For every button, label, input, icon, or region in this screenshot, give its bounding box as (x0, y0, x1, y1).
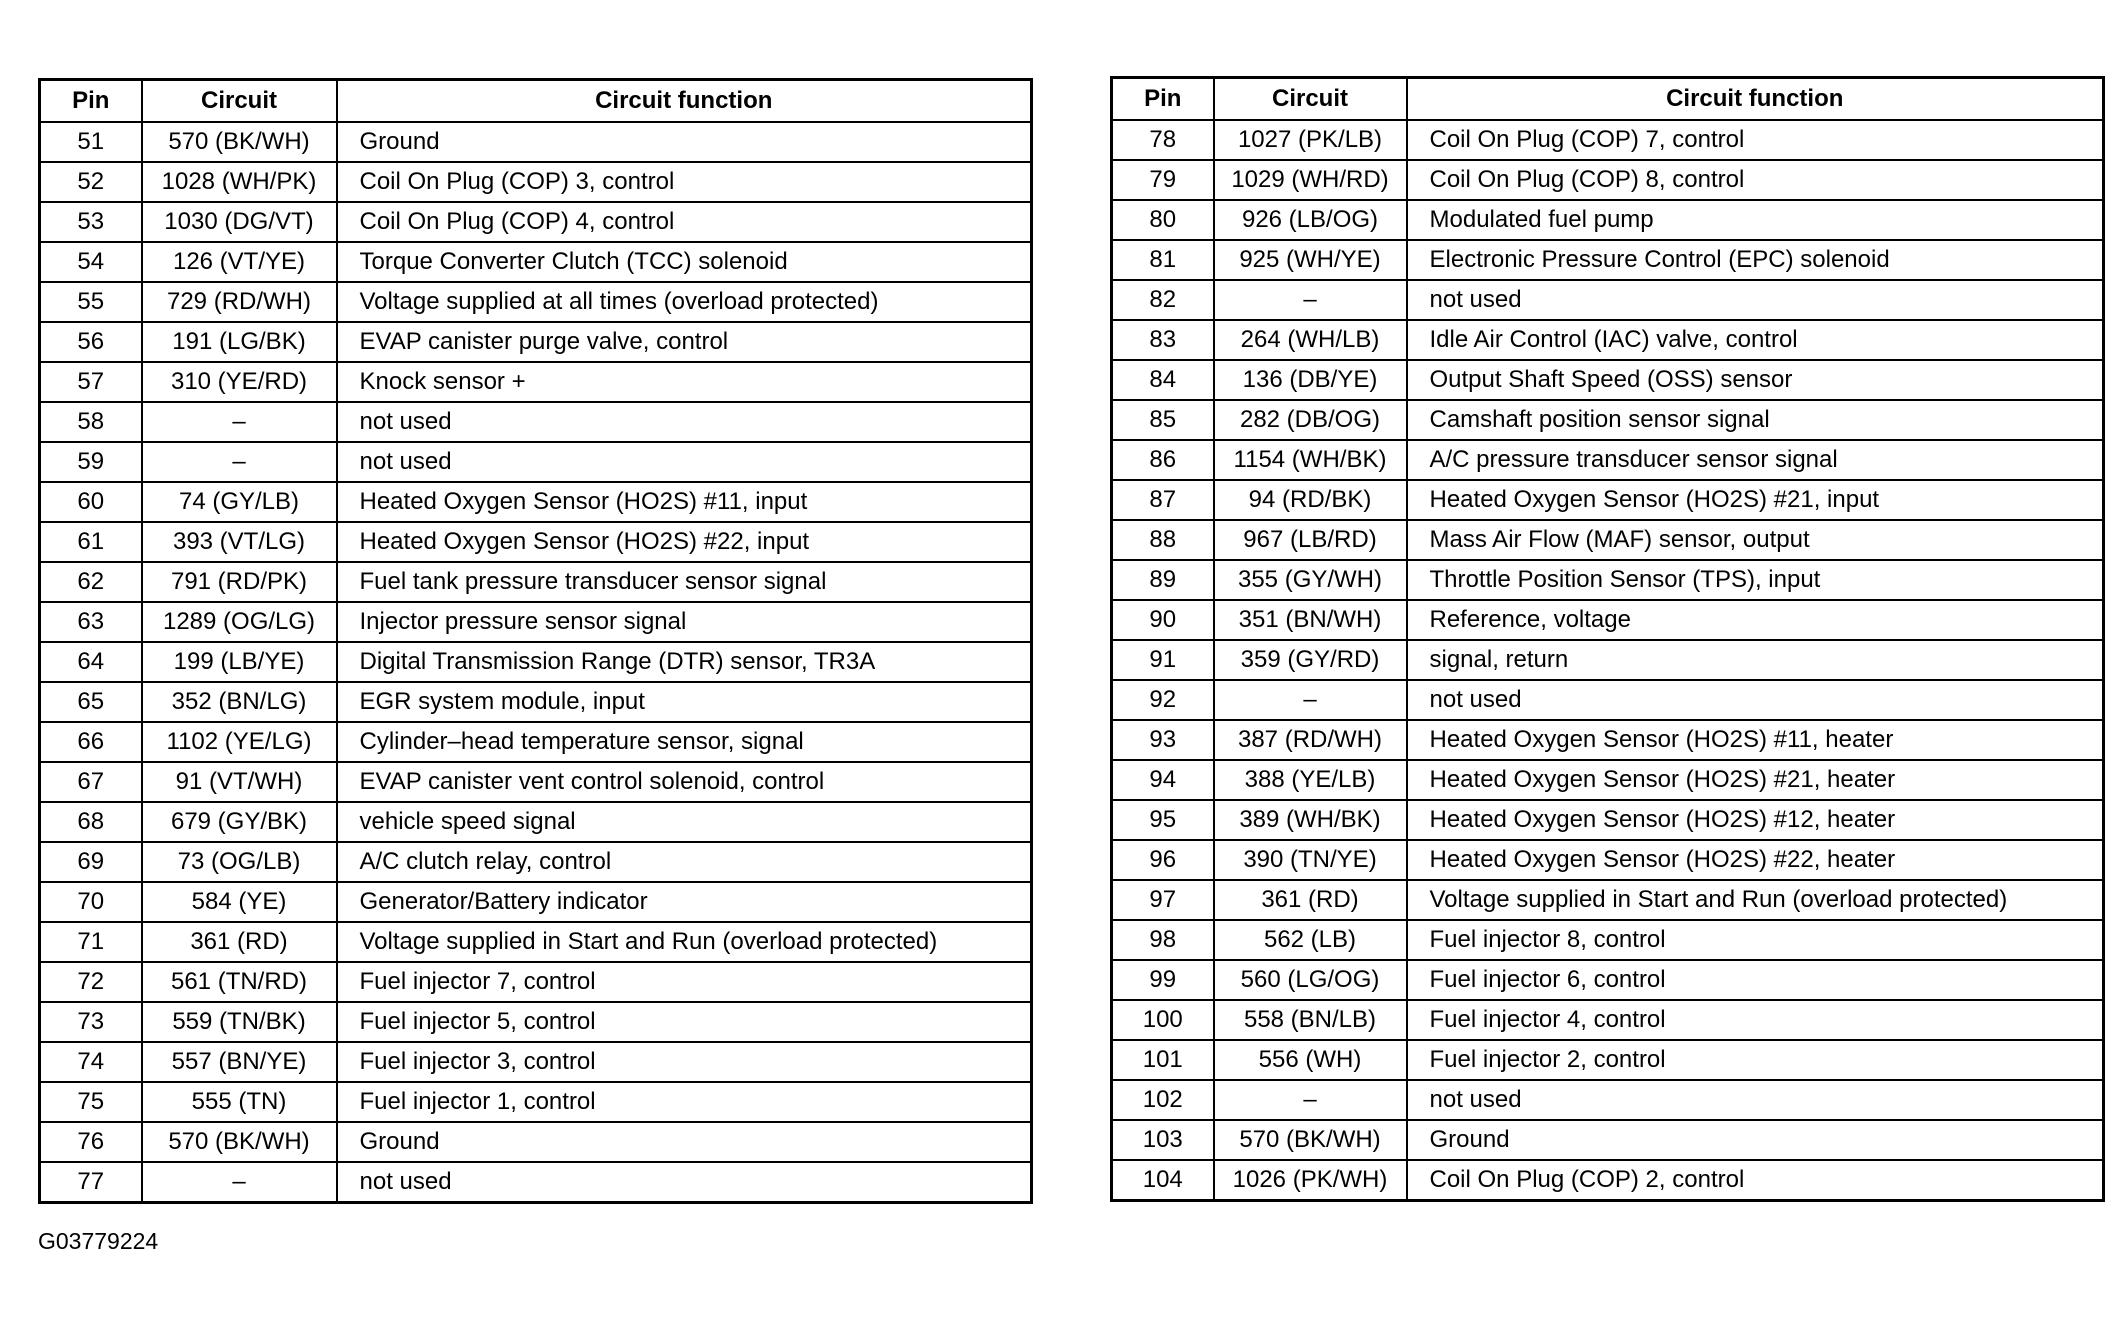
table-row (40, 322, 1032, 362)
pin-cell: 73 (40, 1002, 142, 1042)
function-cell: Ground (1407, 1120, 2104, 1160)
function-cell: Output Shaft Speed (OSS) sensor (1407, 360, 2104, 400)
circuit-cell: – (142, 1162, 337, 1203)
pin-cell: 58 (40, 402, 142, 442)
circuit-cell: 926 (LB/OG) (1214, 200, 1407, 240)
table-row (1112, 200, 2104, 240)
function-cell: Generator/Battery indicator (337, 882, 1032, 922)
pin-cell: 87 (1112, 480, 1214, 520)
table-row (40, 882, 1032, 922)
circuit-cell: 310 (YE/RD) (142, 362, 337, 402)
circuit-cell: 282 (DB/OG) (1214, 400, 1407, 440)
circuit-cell: 925 (WH/YE) (1214, 240, 1407, 280)
header-circuit: Circuit (1214, 78, 1407, 121)
function-cell: Fuel tank pressure transducer sensor signal (337, 562, 1032, 602)
circuit-cell: 679 (GY/BK) (142, 802, 337, 842)
function-cell: EGR system module, input (337, 682, 1032, 722)
circuit-cell: 1029 (WH/RD) (1214, 160, 1407, 200)
pin-cell: 89 (1112, 560, 1214, 600)
function-cell: Reference, voltage (1407, 600, 2104, 640)
table-row (40, 962, 1032, 1002)
pin-cell: 64 (40, 642, 142, 682)
function-cell: Idle Air Control (IAC) valve, control (1407, 320, 2104, 360)
table-row (40, 1002, 1032, 1042)
pin-cell: 101 (1112, 1040, 1214, 1080)
circuit-cell: 570 (BK/WH) (142, 1122, 337, 1162)
pin-cell: 52 (40, 162, 142, 202)
table-row (1112, 800, 2104, 840)
function-cell: Torque Converter Clutch (TCC) solenoid (337, 242, 1032, 282)
table-row (40, 402, 1032, 442)
pin-cell: 59 (40, 442, 142, 482)
circuit-cell: 729 (RD/WH) (142, 282, 337, 322)
function-cell: Throttle Position Sensor (TPS), input (1407, 560, 2104, 600)
table-row (40, 682, 1032, 722)
pin-cell: 86 (1112, 440, 1214, 480)
function-cell: Cylinder–head temperature sensor, signal (337, 722, 1032, 762)
table-row (40, 202, 1032, 242)
circuit-cell: 570 (BK/WH) (1214, 1120, 1407, 1160)
table-row (40, 122, 1032, 162)
circuit-cell: 361 (RD) (1214, 880, 1407, 920)
circuit-cell: 126 (VT/YE) (142, 242, 337, 282)
pin-cell: 74 (40, 1042, 142, 1082)
pin-cell: 81 (1112, 240, 1214, 280)
function-cell: Fuel injector 4, control (1407, 1000, 2104, 1040)
table-row (1112, 400, 2104, 440)
circuit-cell: – (1214, 1080, 1407, 1120)
circuit-cell: 390 (TN/YE) (1214, 840, 1407, 880)
table-row (40, 642, 1032, 682)
function-cell: Coil On Plug (COP) 8, control (1407, 160, 2104, 200)
function-cell: Heated Oxygen Sensor (HO2S) #12, heater (1407, 800, 2104, 840)
circuit-cell: 556 (WH) (1214, 1040, 1407, 1080)
function-cell: not used (1407, 680, 2104, 720)
circuit-cell: – (1214, 680, 1407, 720)
table-body (40, 122, 1032, 1203)
circuit-cell: 560 (LG/OG) (1214, 960, 1407, 1000)
pin-cell: 53 (40, 202, 142, 242)
header-circuit-function: Circuit function (1407, 78, 2104, 121)
circuit-cell: 1102 (YE/LG) (142, 722, 337, 762)
table-row (1112, 760, 2104, 800)
pin-cell: 100 (1112, 1000, 1214, 1040)
circuit-cell: 1026 (PK/WH) (1214, 1160, 1407, 1201)
pin-cell: 69 (40, 842, 142, 882)
table-row (40, 1042, 1032, 1082)
table-row (1112, 520, 2104, 560)
circuit-cell: 967 (LB/RD) (1214, 520, 1407, 560)
pin-cell: 75 (40, 1082, 142, 1122)
table-row (1112, 320, 2104, 360)
function-cell: not used (337, 442, 1032, 482)
function-cell: Coil On Plug (COP) 4, control (337, 202, 1032, 242)
pin-cell: 61 (40, 522, 142, 562)
table-row (1112, 1120, 2104, 1160)
circuit-cell: 351 (BN/WH) (1214, 600, 1407, 640)
circuit-cell: 791 (RD/PK) (142, 562, 337, 602)
function-cell: Fuel injector 3, control (337, 1042, 1032, 1082)
pin-cell: 91 (1112, 640, 1214, 680)
pin-cell: 93 (1112, 720, 1214, 760)
pin-cell: 56 (40, 322, 142, 362)
function-cell: Knock sensor + (337, 362, 1032, 402)
function-cell: Ground (337, 1122, 1032, 1162)
table-row (1112, 1160, 2104, 1201)
header-pin: Pin (40, 80, 142, 123)
circuit-cell: 387 (RD/WH) (1214, 720, 1407, 760)
pin-cell: 99 (1112, 960, 1214, 1000)
function-cell: Heated Oxygen Sensor (HO2S) #21, heater (1407, 760, 2104, 800)
pin-cell: 96 (1112, 840, 1214, 880)
pin-cell: 65 (40, 682, 142, 722)
table-body (1112, 120, 2104, 1201)
function-cell: Injector pressure sensor signal (337, 602, 1032, 642)
table-row (1112, 360, 2104, 400)
function-cell: Fuel injector 8, control (1407, 920, 2104, 960)
table-row (40, 362, 1032, 402)
pin-cell: 97 (1112, 880, 1214, 920)
circuit-cell: 264 (WH/LB) (1214, 320, 1407, 360)
function-cell: Fuel injector 5, control (337, 1002, 1032, 1042)
pin-cell: 80 (1112, 200, 1214, 240)
pin-cell: 95 (1112, 800, 1214, 840)
function-cell: Heated Oxygen Sensor (HO2S) #22, heater (1407, 840, 2104, 880)
pin-table-right (1110, 76, 2105, 1202)
circuit-cell: 94 (RD/BK) (1214, 480, 1407, 520)
table-row (40, 762, 1032, 802)
table-row (1112, 840, 2104, 880)
function-cell: Voltage supplied in Start and Run (overload protected) (1407, 880, 2104, 920)
table-row (40, 842, 1032, 882)
function-cell: Voltage supplied at all times (overload protected) (337, 282, 1032, 322)
function-cell: not used (1407, 1080, 2104, 1120)
circuit-cell: 73 (OG/LB) (142, 842, 337, 882)
table-row (40, 442, 1032, 482)
function-cell: Electronic Pressure Control (EPC) solenoid (1407, 240, 2104, 280)
table-row (40, 922, 1032, 962)
function-cell: signal, return (1407, 640, 2104, 680)
table-row (1112, 560, 2104, 600)
circuit-cell: 562 (LB) (1214, 920, 1407, 960)
function-cell: Coil On Plug (COP) 7, control (1407, 120, 2104, 160)
pin-cell: 72 (40, 962, 142, 1002)
circuit-cell: 361 (RD) (142, 922, 337, 962)
circuit-cell: 558 (BN/LB) (1214, 1000, 1407, 1040)
circuit-cell: 359 (GY/RD) (1214, 640, 1407, 680)
table-row (1112, 880, 2104, 920)
table-row (1112, 480, 2104, 520)
table-row (1112, 920, 2104, 960)
pin-cell: 70 (40, 882, 142, 922)
circuit-cell: 1030 (DG/VT) (142, 202, 337, 242)
header-circuit: Circuit (142, 80, 337, 123)
circuit-cell: 91 (VT/WH) (142, 762, 337, 802)
circuit-cell: 389 (WH/BK) (1214, 800, 1407, 840)
pin-cell: 54 (40, 242, 142, 282)
pin-cell: 76 (40, 1122, 142, 1162)
table-row (40, 722, 1032, 762)
pin-cell: 51 (40, 122, 142, 162)
circuit-cell: 557 (BN/YE) (142, 1042, 337, 1082)
pin-cell: 79 (1112, 160, 1214, 200)
table-row (1112, 960, 2104, 1000)
circuit-cell: 1028 (WH/PK) (142, 162, 337, 202)
table-row (1112, 600, 2104, 640)
pin-cell: 78 (1112, 120, 1214, 160)
function-cell: not used (337, 1162, 1032, 1203)
function-cell: Modulated fuel pump (1407, 200, 2104, 240)
table-row (40, 1122, 1032, 1162)
function-cell: Heated Oxygen Sensor (HO2S) #21, input (1407, 480, 2104, 520)
table-row (40, 282, 1032, 322)
function-cell: Heated Oxygen Sensor (HO2S) #11, input (337, 482, 1032, 522)
circuit-cell: 570 (BK/WH) (142, 122, 337, 162)
table-row (40, 802, 1032, 842)
circuit-cell: 561 (TN/RD) (142, 962, 337, 1002)
pin-cell: 63 (40, 602, 142, 642)
pin-table-left (38, 78, 1033, 1204)
table-row (1112, 1040, 2104, 1080)
table-row (1112, 280, 2104, 320)
table-row (1112, 1000, 2104, 1040)
function-cell: vehicle speed signal (337, 802, 1032, 842)
circuit-cell: 584 (YE) (142, 882, 337, 922)
circuit-cell: 199 (LB/YE) (142, 642, 337, 682)
function-cell: Mass Air Flow (MAF) sensor, output (1407, 520, 2104, 560)
table-row (40, 562, 1032, 602)
pin-cell: 82 (1112, 280, 1214, 320)
circuit-cell: – (1214, 280, 1407, 320)
table-row (1112, 680, 2104, 720)
circuit-cell: 393 (VT/LG) (142, 522, 337, 562)
table-row (40, 242, 1032, 282)
function-cell: Fuel injector 2, control (1407, 1040, 2104, 1080)
table-header-row (1112, 78, 2104, 121)
circuit-cell: 1154 (WH/BK) (1214, 440, 1407, 480)
function-cell: Fuel injector 7, control (337, 962, 1032, 1002)
pin-cell: 60 (40, 482, 142, 522)
table-row (40, 1082, 1032, 1122)
circuit-cell: 1027 (PK/LB) (1214, 120, 1407, 160)
table-row (1112, 440, 2104, 480)
circuit-cell: 1289 (OG/LG) (142, 602, 337, 642)
table-row (40, 1162, 1032, 1203)
function-cell: Heated Oxygen Sensor (HO2S) #11, heater (1407, 720, 2104, 760)
function-cell: Voltage supplied in Start and Run (overload protected) (337, 922, 1032, 962)
table-header-row (40, 80, 1032, 123)
table-row (1112, 120, 2104, 160)
function-cell: not used (1407, 280, 2104, 320)
function-cell: Coil On Plug (COP) 2, control (1407, 1160, 2104, 1201)
circuit-cell: – (142, 442, 337, 482)
function-cell: Ground (337, 122, 1032, 162)
function-cell: A/C pressure transducer sensor signal (1407, 440, 2104, 480)
pin-cell: 55 (40, 282, 142, 322)
function-cell: not used (337, 402, 1032, 442)
function-cell: Camshaft position sensor signal (1407, 400, 2104, 440)
function-cell: EVAP canister purge valve, control (337, 322, 1032, 362)
pin-cell: 104 (1112, 1160, 1214, 1201)
pin-cell: 66 (40, 722, 142, 762)
circuit-cell: 74 (GY/LB) (142, 482, 337, 522)
function-cell: Digital Transmission Range (DTR) sensor, TR3A (337, 642, 1032, 682)
pin-cell: 57 (40, 362, 142, 402)
table-row (1112, 240, 2104, 280)
pin-cell: 102 (1112, 1080, 1214, 1120)
figure-id: G03779224 (38, 1228, 159, 1254)
table-row (1112, 1080, 2104, 1120)
function-cell: EVAP canister vent control solenoid, control (337, 762, 1032, 802)
table-row (40, 162, 1032, 202)
function-cell: A/C clutch relay, control (337, 842, 1032, 882)
pin-cell: 88 (1112, 520, 1214, 560)
function-cell: Coil On Plug (COP) 3, control (337, 162, 1032, 202)
circuit-cell: 352 (BN/LG) (142, 682, 337, 722)
circuit-cell: 559 (TN/BK) (142, 1002, 337, 1042)
pin-cell: 71 (40, 922, 142, 962)
circuit-cell: 191 (LG/BK) (142, 322, 337, 362)
circuit-cell: 388 (YE/LB) (1214, 760, 1407, 800)
function-cell: Heated Oxygen Sensor (HO2S) #22, input (337, 522, 1032, 562)
pin-cell: 83 (1112, 320, 1214, 360)
circuit-cell: 355 (GY/WH) (1214, 560, 1407, 600)
pin-cell: 98 (1112, 920, 1214, 960)
function-cell: Fuel injector 1, control (337, 1082, 1032, 1122)
pin-cell: 103 (1112, 1120, 1214, 1160)
table-row (40, 522, 1032, 562)
circuit-cell: 555 (TN) (142, 1082, 337, 1122)
header-circuit-function: Circuit function (337, 80, 1032, 123)
pin-cell: 62 (40, 562, 142, 602)
function-cell: Fuel injector 6, control (1407, 960, 2104, 1000)
pin-cell: 92 (1112, 680, 1214, 720)
pin-cell: 68 (40, 802, 142, 842)
pin-cell: 84 (1112, 360, 1214, 400)
pin-cell: 77 (40, 1162, 142, 1203)
table-row (40, 482, 1032, 522)
table-row (1112, 640, 2104, 680)
pin-cell: 94 (1112, 760, 1214, 800)
circuit-cell: – (142, 402, 337, 442)
circuit-cell: 136 (DB/YE) (1214, 360, 1407, 400)
table-row (1112, 160, 2104, 200)
pin-cell: 90 (1112, 600, 1214, 640)
table-row (40, 602, 1032, 642)
table-row (1112, 720, 2104, 760)
header-pin: Pin (1112, 78, 1214, 121)
pin-cell: 85 (1112, 400, 1214, 440)
pin-cell: 67 (40, 762, 142, 802)
